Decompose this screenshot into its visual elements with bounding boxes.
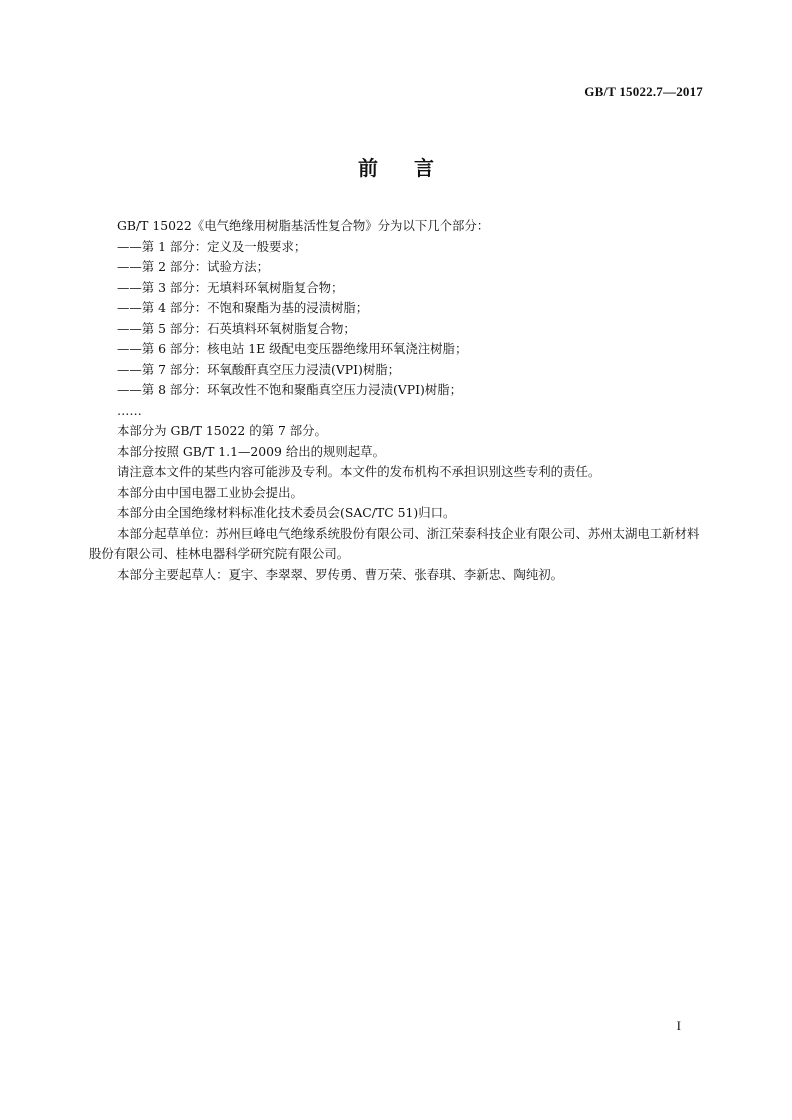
intro-paragraph: GB/T 15022《电气绝缘用树脂基活性复合物》分为以下几个部分： <box>117 218 490 233</box>
part-list-item: ——第 4 部分：不饱和聚酯为基的浸渍树脂； <box>117 300 369 315</box>
paragraph: 本部分由中国电器工业协会提出。 <box>117 484 303 500</box>
standard-code: GB/T 15022.7—2017 <box>584 84 703 99</box>
drafters: 本部分主要起草人：夏宇、李翠翠、罗传勇、曹万荣、张春琪、李新忠、陶纯初。 <box>117 566 564 582</box>
part-list-item: ——第 8 部分：环氧改性不饱和聚酯真空压力浸渍(VPI)树脂； <box>117 382 462 397</box>
paragraph: 本部分按照 GB/T 1.1—2009 给出的规则起草。 <box>117 443 385 459</box>
page-number: I <box>676 1018 681 1033</box>
patent-notice: 请注意本文件的某些内容可能涉及专利。本文件的发布机构不承担识别这些专利的责任。 <box>117 464 601 479</box>
drafting-units: 本部分起草单位：苏州巨峰电气绝缘系统股份有限公司、浙江荣泰科技企业有限公司、苏州太湖电工新材料股份有限公司、桂林电器科学研究院有限公司。 <box>89 525 700 561</box>
paragraph: 本部分为 GB/T 15022 的第 7 部分。 <box>117 423 327 438</box>
page-title: 前言 <box>358 156 470 180</box>
part-list-item: ——第 7 部分：环氧酸酐真空压力浸渍(VPI)树脂； <box>117 361 401 377</box>
part-list-item: ——第 6 部分：核电站 1E 级配电变压器绝缘用环氧浇注树脂； <box>117 341 468 356</box>
part-list-item: ——第 3 部分：无填料环氧树脂复合物； <box>117 279 344 295</box>
paragraph: 本部分由全国绝缘材料标准化技术委员会(SAC/TC 51)归口。 <box>117 505 456 520</box>
part-list-item: ——第 5 部分：石英填料环氧树脂复合物； <box>117 320 356 336</box>
part-list-item: ——第 2 部分：试验方法； <box>117 259 270 274</box>
part-list-item: ——第 1 部分：定义及一般要求； <box>117 238 307 254</box>
ellipsis: …… <box>117 402 142 418</box>
foreword-body <box>89 216 705 585</box>
